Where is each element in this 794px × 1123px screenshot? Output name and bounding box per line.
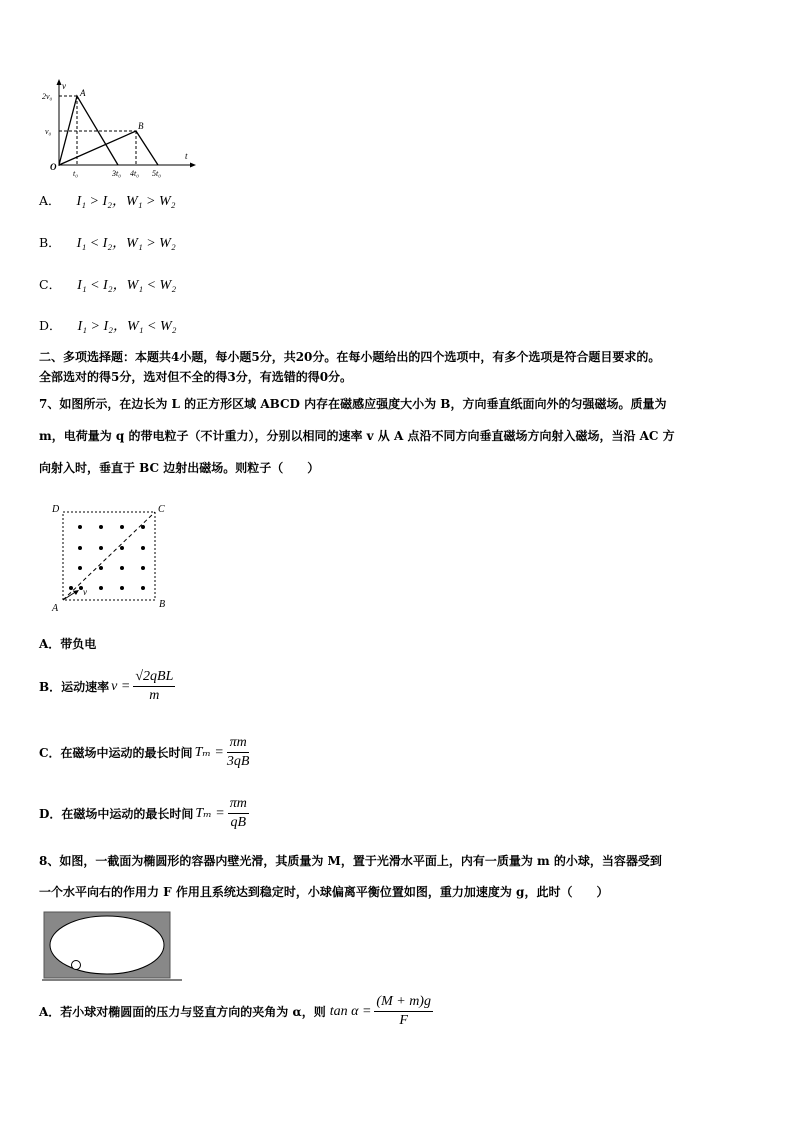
option-a-fraction	[374, 993, 433, 1030]
ellipse-cavity	[50, 916, 164, 974]
option-a-text: A．若小球对椭圆面的压力与竖直方向的夹角为 α，则	[39, 1004, 326, 1019]
label-b: B	[138, 121, 144, 131]
section2-line2: 全部选对的得5分，选对但不全的得3分，有选错的得0分。	[39, 370, 353, 384]
field-dots	[69, 525, 145, 590]
diagonal-ac	[63, 512, 155, 600]
option-b-lhs: v =	[111, 678, 131, 694]
q6-option-a	[39, 192, 176, 211]
option-c-fraction	[227, 734, 250, 771]
label-a: A	[80, 88, 86, 98]
option-letter: D．	[39, 318, 62, 333]
q8-line2: 一个水平向右的作用力 F 作用且系统达到稳定时，小球偏离平衡位置如图，重力加速度为 g，此时（ ）	[39, 885, 609, 899]
label-v: v	[83, 587, 87, 597]
vt-graph	[30, 78, 200, 180]
option-b-text: B．运动速率	[39, 679, 110, 694]
fraction-denominator: qB	[230, 815, 247, 830]
v-axis-arrow	[57, 79, 62, 85]
tick-t0: t₀	[73, 169, 79, 178]
q8-container-figure	[42, 910, 184, 984]
label-t: t	[185, 151, 188, 161]
q6-option-d	[39, 317, 177, 336]
label-c: C	[158, 504, 165, 515]
option-b-fraction	[133, 668, 175, 705]
label-o: O	[50, 162, 57, 172]
option-c-lhs: Tₘ =	[194, 744, 224, 760]
tick-3t0: 3t₀	[112, 169, 122, 178]
option-d-lhs: Tₘ =	[195, 805, 225, 821]
fraction-denominator: m	[149, 688, 160, 703]
option-expr: I₁ > I₂，W₁ > W₂	[76, 194, 176, 209]
option-d-fraction	[228, 795, 249, 832]
fraction-numerator: (M + m)g	[374, 993, 433, 1012]
option-expr: I₁ > I₂，W₁ < W₂	[77, 319, 177, 334]
q7-option-a: A．带负电	[39, 637, 97, 651]
q6-option-b	[39, 234, 176, 253]
q7-option-d	[39, 795, 249, 832]
q7-line2: m，电荷量为 q 的带电粒子（不计重力），分别以相同的速率 v 从 A 点沿不同方向垂直磁场方向射入磁场，当沿 AC 方	[39, 429, 675, 443]
label-v: v	[62, 81, 66, 91]
q8-option-a	[39, 993, 433, 1030]
q7-line3: 向射入时，垂直于 BC 边射出磁场。则粒子（ ）	[39, 461, 320, 475]
fraction-denominator: F	[399, 1013, 408, 1028]
option-letter: C．	[39, 277, 62, 292]
tick-4t0: 4t₀	[130, 169, 140, 178]
t-axis-arrow	[190, 163, 196, 168]
fraction-numerator: √2qBL	[133, 668, 175, 687]
option-letter: B．	[39, 235, 61, 250]
section2-line1: 二、多项选择题：本题共4小题，每小题5分，共20分。在每小题给出的四个选项中，有多个选项是符合题目要求的。	[39, 350, 661, 364]
option-a-lhs: tan α =	[329, 1003, 372, 1019]
label-v0: v₀	[45, 127, 52, 136]
q7-square-figure	[45, 500, 175, 615]
option-expr: I₁ < I₂，W₁ > W₂	[76, 236, 176, 251]
option-c-text: C．在磁场中运动的最长时间	[39, 745, 193, 760]
option-letter: A．	[39, 193, 61, 208]
tick-5t0: 5t₀	[152, 169, 162, 178]
fraction-numerator: πm	[228, 795, 249, 814]
q6-option-c	[39, 276, 176, 295]
label-d: D	[52, 504, 60, 515]
q8-line1: 8、如图，一截面为椭圆形的容器内壁光滑，其质量为 M，置于光滑水平面上，内有一质量为 m 的小球，当容器受到	[39, 854, 662, 868]
q7-option-c	[39, 734, 249, 771]
q7-option-b	[39, 668, 175, 705]
small-ball	[72, 961, 81, 970]
label-a: A	[52, 603, 59, 614]
q7-line1: 7、如图所示，在边长为 L 的正方形区域 ABCD 内存在磁感应强度大小为 B，方向垂直纸面向外的匀强磁场。质量为	[39, 397, 667, 411]
option-expr: I₁ < I₂，W₁ < W₂	[77, 278, 177, 293]
fraction-numerator: πm	[227, 734, 250, 753]
label-2v0: 2v₀	[42, 92, 53, 101]
option-d-text: D．在磁场中运动的最长时间	[39, 806, 194, 821]
label-b: B	[159, 599, 166, 610]
fraction-denominator: 3qB	[226, 754, 250, 769]
